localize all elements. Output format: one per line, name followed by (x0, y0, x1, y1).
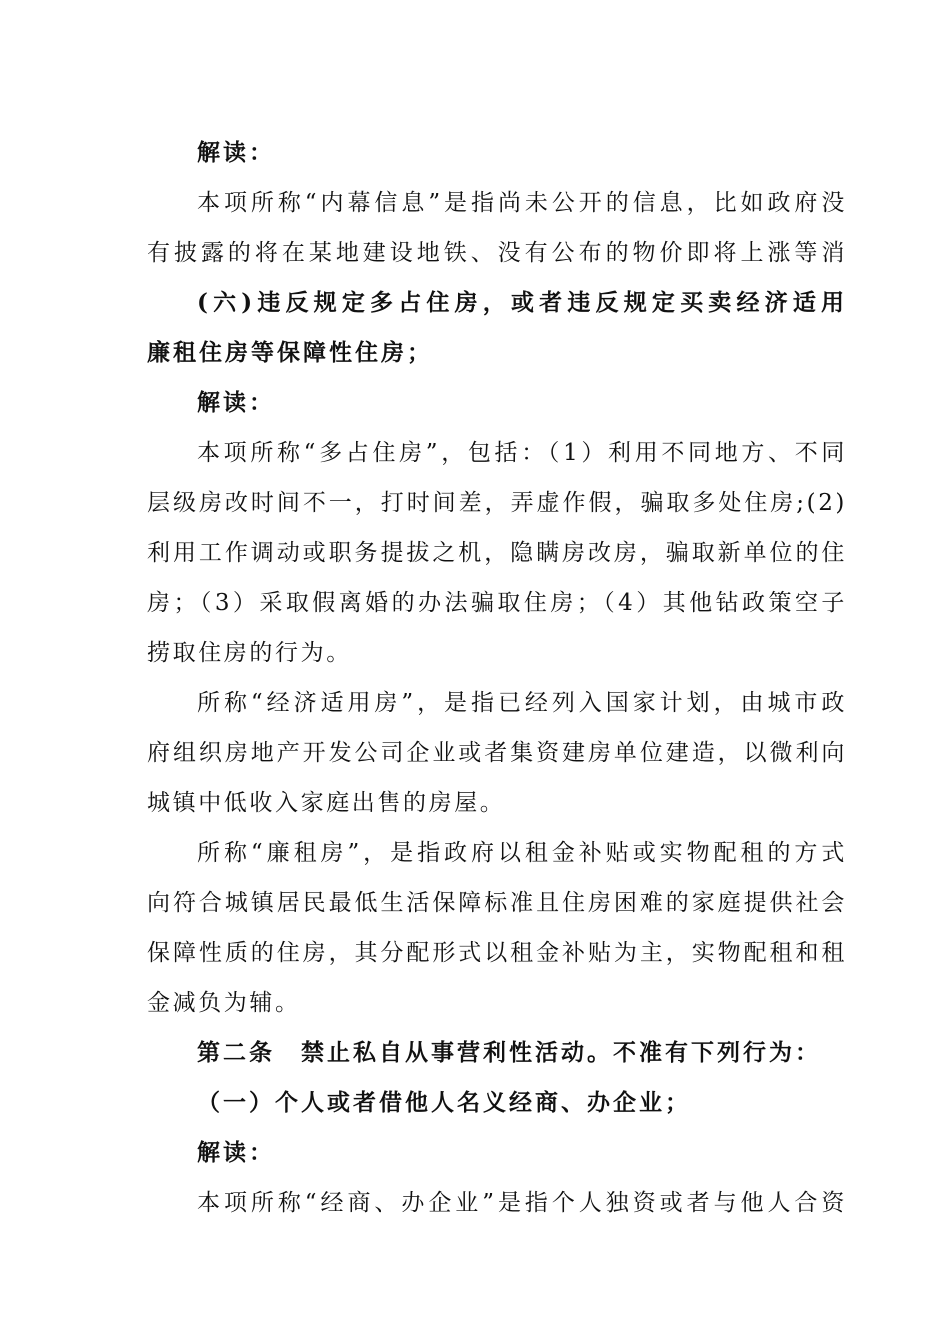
paragraph-line: 本项所称“内幕信息”是指尚未公开的信息，比如政府没 (197, 190, 847, 216)
paragraph-line: 保障性质的住房，其分配形式以租金补贴为主，实物配租和租 (147, 940, 847, 966)
paragraph-line: 有披露的将在某地建设地铁、没有公布的物价即将上涨等消 (147, 240, 847, 266)
paragraph-line: 城镇中低收入家庭出售的房屋。 (147, 790, 506, 816)
paragraph-line: 利用工作调动或职务提拔之机，隐瞒房改房，骗取新单位的住 (147, 540, 847, 566)
paragraph-line: 所称“经济适用房”，是指已经列入国家计划，由城市政 (197, 690, 847, 716)
paragraph-line: 房；（3）采取假离婚的办法骗取住房；（4）其他钻政策空子 (147, 590, 847, 616)
paragraph-line: 层级房改时间不一，打时间差，弄虚作假，骗取多处住房;(2) (147, 490, 847, 516)
heading-line: （一）个人或者借他人名义经商、办企业； (197, 1089, 691, 1116)
heading-line: 解读： (197, 389, 275, 416)
paragraph-line: 本项所称“多占住房”，包括：（1）利用不同地方、不同 (197, 440, 847, 466)
paragraph-line: 捞取住房的行为。 (147, 640, 352, 666)
document-body (147, 128, 847, 1228)
heading-line: 廉租住房等保障性住房； (147, 339, 433, 366)
heading-line: (六)违反规定多占住房，或者违反规定买卖经济适用 (197, 289, 847, 316)
paragraph-line: 金减负为辅。 (147, 990, 301, 1016)
paragraph-line: 向符合城镇居民最低生活保障标准且住房困难的家庭提供社会 (147, 890, 847, 916)
heading-line: 第二条 禁止私自从事营利性活动。不准有下列行为： (197, 1039, 821, 1066)
paragraph-line: 本项所称“经商、办企业”是指个人独资或者与他人合资 (197, 1190, 847, 1216)
heading-line: 解读： (197, 1139, 275, 1166)
paragraph-line: 府组织房地产开发公司企业或者集资建房单位建造，以微利向 (147, 740, 847, 766)
paragraph-line: 所称“廉租房”，是指政府以租金补贴或实物配租的方式 (197, 840, 847, 866)
heading-line: 解读： (197, 139, 275, 166)
